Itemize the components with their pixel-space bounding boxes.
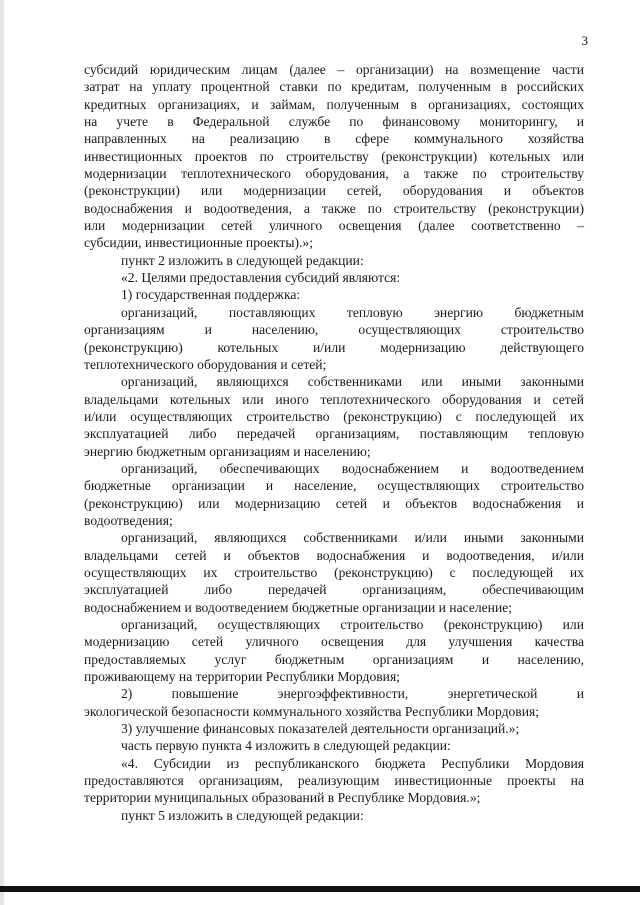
text-line: пункт 2 изложить в следующей редакции:: [121, 252, 364, 268]
text-line: водоснабжением и водоотведением бюджетные организации и население;: [84, 599, 513, 615]
text-line: теплотехнического оборудования и сетей;: [84, 356, 327, 372]
text-line: субсидий юридическим лицам (далее – организации) на возмещение части: [84, 62, 584, 77]
text-line: 1) государственная поддержка:: [121, 287, 301, 303]
text-line: организаций, являющихся собственниками и/или иными законными: [121, 530, 584, 546]
document-body: [84, 61, 584, 824]
scan-bottom-border: [0, 886, 640, 892]
text-line: владельцами сетей и объектов водоснабжения и водоотведения, и/или: [84, 547, 584, 563]
text-line: водоотведения;: [84, 512, 173, 528]
text-line: и/или осуществляющих строительство (реконструкцию) с последующей их: [84, 408, 584, 424]
text-line: пункт 5 изложить в следующей редакции:: [121, 807, 364, 823]
text-line: субсидии, инвестиционные проекты).»;: [84, 235, 313, 251]
text-line: (реконструкцию) или модернизацию сетей и объектов водоснабжения и: [84, 495, 584, 511]
text-line: предоставляемых услуг бюджетным организациям и населению,: [84, 651, 584, 667]
text-line: предоставляются организациям, реализующим инвестиционные проекты на: [84, 773, 584, 789]
text-line: эксплуатацией либо передачей организациям, обеспечивающим: [84, 582, 584, 598]
text-line: организаций, осуществляющих строительство (реконструкцию) или: [121, 617, 584, 632]
text-line: часть первую пункта 4 изложить в следующей редакции:: [121, 738, 451, 754]
text-line: организаций, обеспечивающих водоснабжением и водоотведением: [121, 460, 584, 476]
text-line: направленных на реализацию в сфере коммунального хозяйства: [84, 131, 584, 147]
text-line: владельцами котельных или иного теплотехнического оборудования и сетей: [84, 391, 584, 407]
text-line: энергию бюджетным организациям и населению;: [84, 443, 371, 459]
text-line: модернизацию сетей уличного освещения для улучшения качества: [84, 634, 584, 650]
text-line: эксплуатацией либо передачей организациям, поставляющим тепловую: [84, 426, 584, 442]
text-line: (реконструкцию) котельных и/или модернизацию действующего: [84, 339, 584, 355]
text-line: 3) улучшение финансовых показателей деятельности организаций.»;: [121, 721, 520, 737]
text-line: «4. Субсидии из республиканского бюджета Республики Мордовия: [121, 755, 584, 771]
text-line: организаций, поставляющих тепловую энергию бюджетным: [121, 304, 584, 320]
scan-edge: [0, 0, 4, 905]
text-line: инвестиционных проектов по строительству (реконструкции) котельных или: [84, 148, 584, 164]
text-line: (реконструкции) или модернизации сетей, оборудования и объектов: [84, 183, 584, 199]
page-number: 3: [581, 33, 588, 48]
text-line: 2) повышение энергоэффективности, энергетической и: [121, 686, 584, 702]
text-line: экологической безопасности коммунального хозяйства Республики Мордовия;: [84, 703, 540, 719]
text-line: «2. Целями предоставления субсидий являются:: [121, 270, 401, 286]
text-line: проживающему на территории Республики Мордовия;: [84, 669, 400, 685]
text-line: осуществляющих их строительство (реконструкцию) с последующей их: [84, 564, 584, 580]
text-line: затрат на уплату процентной ставки по кредитам, полученным в российских: [84, 79, 584, 95]
text-line: на учете в Федеральной службе по финансовому мониторингу, и: [84, 114, 584, 130]
text-line: кредитных организациях, и займам, полученным в организациях, состоящих: [84, 96, 584, 112]
text-line: или модернизации сетей уличного освещения (далее соответственно –: [84, 218, 584, 234]
text-line: водоснабжения и водоотведения, а также по строительству (реконструкции): [84, 200, 584, 216]
text-line: организациям и населению, осуществляющих строительство: [84, 322, 584, 338]
text-line: бюджетные организации и население, осуществляющих строительство: [84, 478, 584, 494]
text-line: модернизации теплотехнического оборудования, а также по строительству: [84, 166, 584, 182]
text-line: территории муниципальных образований в Республике Мордовия.»;: [84, 790, 481, 806]
text-line: организаций, являющихся собственниками или иными законными: [121, 374, 584, 390]
